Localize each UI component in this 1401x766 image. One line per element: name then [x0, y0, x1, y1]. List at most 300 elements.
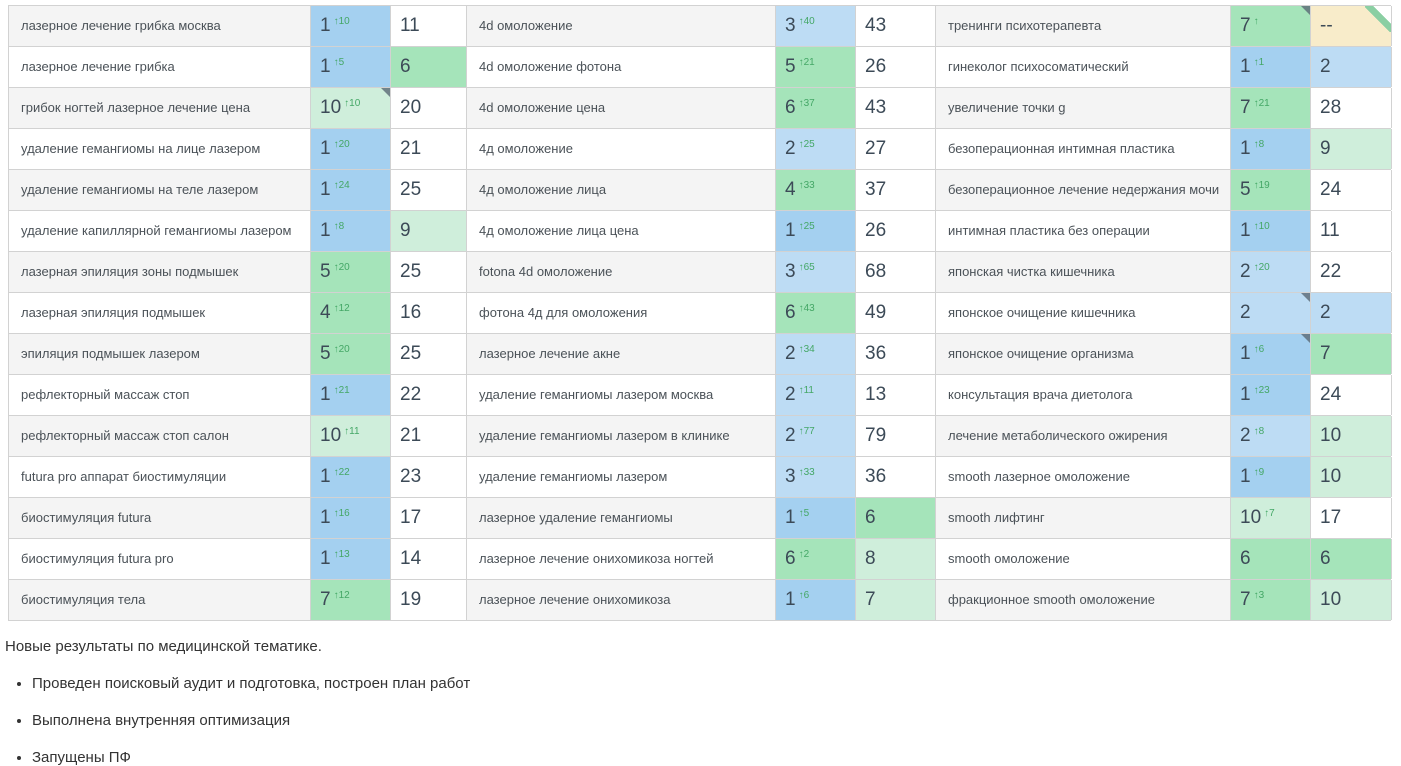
position-cell[interactable] — [776, 457, 856, 497]
keyword-cell[interactable] — [936, 539, 1231, 579]
position-cell[interactable] — [776, 375, 856, 415]
keyword-label: лазерная эпиляция зоны подмышек — [21, 263, 239, 279]
keyword-cell[interactable] — [467, 334, 776, 374]
note-corner-icon — [1301, 6, 1310, 15]
volume-cell[interactable] — [1311, 457, 1392, 497]
position-delta-up: ↑43 — [798, 302, 815, 314]
position-value: 10 — [320, 97, 342, 118]
volume-cell[interactable] — [856, 6, 936, 46]
position-delta-up: ↑19 — [1253, 179, 1270, 191]
volume-cell[interactable] — [391, 539, 467, 579]
volume-value: 11 — [1320, 220, 1340, 241]
position-cell[interactable] — [311, 416, 391, 456]
volume-cell[interactable] — [856, 252, 936, 292]
keyword-cell[interactable] — [936, 211, 1231, 251]
keyword-cell[interactable] — [467, 539, 776, 579]
keyword-label: удаление капиллярной гемангиомы лазером — [21, 222, 292, 238]
position-value: 3 — [785, 466, 796, 487]
position-cell[interactable] — [311, 580, 391, 620]
keyword-label: 4d омоложение фотона — [479, 58, 622, 74]
position-value: 2 — [785, 425, 796, 446]
table-row — [9, 416, 1391, 457]
position-value: 5 — [320, 343, 331, 364]
keyword-label: интимная пластика без операции — [948, 222, 1150, 238]
keyword-cell[interactable] — [936, 6, 1231, 46]
keyword-cell[interactable] — [9, 293, 311, 333]
volume-value: 68 — [865, 261, 887, 282]
summary-section — [5, 638, 1395, 766]
keyword-cell[interactable] — [936, 293, 1231, 333]
position-cell[interactable] — [311, 457, 391, 497]
position-cell[interactable] — [1231, 539, 1311, 579]
position-value: 1 — [785, 220, 796, 241]
keyword-label: гинеколог психосоматический — [948, 58, 1129, 74]
note-corner-icon — [1301, 334, 1310, 343]
position-value: 2 — [785, 138, 796, 159]
keyword-cell[interactable] — [936, 47, 1231, 87]
keyword-cell[interactable] — [9, 539, 311, 579]
volume-value: 17 — [1320, 507, 1342, 528]
table-row — [9, 293, 1391, 334]
position-cell[interactable] — [776, 170, 856, 210]
volume-cell[interactable] — [391, 170, 467, 210]
keyword-label: рефлекторный массаж стоп салон — [21, 427, 229, 443]
volume-value: 10 — [1320, 466, 1342, 487]
position-delta-up: ↑20 — [333, 138, 350, 150]
keyword-label: удаление гемангиомы лазером москва — [479, 386, 714, 402]
position-value: 1 — [320, 507, 331, 528]
keyword-label: удаление гемангиомы на теле лазером — [21, 181, 259, 197]
position-value: 7 — [1240, 15, 1251, 36]
volume-cell[interactable] — [856, 580, 936, 620]
position-cell[interactable] — [1231, 293, 1311, 333]
position-delta-up: ↑22 — [333, 466, 350, 478]
keyword-label: безоперационное лечение недержания мочи — [948, 181, 1220, 197]
volume-value: 25 — [400, 179, 422, 200]
summary-list — [5, 675, 1395, 766]
position-cell[interactable] — [311, 252, 391, 292]
volume-cell[interactable] — [1311, 211, 1392, 251]
keyword-cell[interactable] — [936, 252, 1231, 292]
keyword-label: удаление гемангиомы лазером — [479, 468, 668, 484]
position-cell[interactable] — [1231, 580, 1311, 620]
volume-value: 21 — [400, 425, 422, 446]
keyword-cell[interactable] — [467, 47, 776, 87]
position-delta-up: ↑ — [1253, 15, 1259, 27]
keyword-cell[interactable] — [9, 6, 311, 46]
table-row — [9, 6, 1391, 47]
volume-value: 43 — [865, 15, 887, 36]
position-delta-up: ↑3 — [1253, 589, 1265, 601]
keyword-label: smooth лазерное омоложение — [948, 468, 1130, 484]
keyword-label: биостимуляция тела — [21, 591, 146, 607]
position-delta-up: ↑9 — [1253, 466, 1265, 478]
keyword-label: 4д омоложение — [479, 140, 573, 156]
position-value: 1 — [1240, 220, 1251, 241]
keyword-label: 4д омоложение лица — [479, 181, 607, 197]
volume-value: 6 — [865, 507, 876, 528]
volume-value: 2 — [1320, 302, 1331, 323]
position-value: 2 — [785, 384, 796, 405]
keyword-label: лазерная эпиляция подмышек — [21, 304, 206, 320]
position-value: 7 — [320, 589, 331, 610]
volume-cell[interactable] — [1311, 539, 1392, 579]
volume-cell[interactable] — [391, 47, 467, 87]
volume-value: 10 — [1320, 425, 1342, 446]
position-value: 1 — [320, 179, 331, 200]
volume-cell[interactable] — [856, 170, 936, 210]
position-delta-up: ↑10 — [344, 97, 361, 109]
keyword-cell[interactable] — [936, 375, 1231, 415]
keyword-label: японская чистка кишечника — [948, 263, 1115, 279]
table-row — [9, 129, 1391, 170]
keyword-cell[interactable] — [9, 170, 311, 210]
volume-cell[interactable] — [1311, 170, 1392, 210]
position-cell[interactable] — [776, 416, 856, 456]
volume-cell[interactable] — [1311, 252, 1392, 292]
position-cell[interactable] — [1231, 416, 1311, 456]
position-value: 4 — [785, 179, 796, 200]
keyword-label: биостимуляция futura — [21, 509, 152, 525]
position-cell[interactable] — [776, 498, 856, 538]
volume-cell[interactable] — [391, 88, 467, 128]
table-row — [9, 88, 1391, 129]
position-cell[interactable] — [1231, 88, 1311, 128]
keyword-label: тренинги психотерапевта — [948, 17, 1102, 33]
keyword-cell[interactable] — [467, 580, 776, 620]
volume-value: 7 — [1320, 343, 1331, 364]
position-delta-up: ↑21 — [333, 384, 350, 396]
position-cell[interactable] — [776, 580, 856, 620]
volume-cell[interactable] — [391, 293, 467, 333]
position-value: 10 — [1240, 507, 1262, 528]
keyword-label: futura pro аппарат биостимуляции — [21, 468, 227, 484]
keyword-cell[interactable] — [9, 252, 311, 292]
volume-cell[interactable] — [856, 211, 936, 251]
position-cell[interactable] — [1231, 457, 1311, 497]
position-value: 5 — [320, 261, 331, 282]
position-cell[interactable] — [776, 334, 856, 374]
keyword-cell[interactable] — [936, 334, 1231, 374]
volume-value: 25 — [400, 343, 422, 364]
keyword-cell[interactable] — [467, 6, 776, 46]
position-cell[interactable] — [311, 293, 391, 333]
volume-value: 11 — [400, 15, 420, 36]
volume-cell[interactable] — [856, 47, 936, 87]
position-cell[interactable] — [1231, 6, 1311, 46]
volume-value: 8 — [865, 548, 876, 569]
keyword-label: 4d омоложение цена — [479, 99, 606, 115]
position-value: 5 — [1240, 179, 1251, 200]
volume-cell[interactable] — [1311, 47, 1392, 87]
position-cell[interactable] — [776, 252, 856, 292]
position-value: 6 — [785, 548, 796, 569]
position-cell[interactable] — [776, 47, 856, 87]
position-value: 3 — [785, 261, 796, 282]
position-value: 1 — [1240, 56, 1251, 77]
position-delta-up: ↑11 — [798, 384, 814, 396]
keyword-cell[interactable] — [467, 457, 776, 497]
keyword-label: японское очищение кишечника — [948, 304, 1136, 320]
volume-cell[interactable] — [1311, 498, 1392, 538]
volume-value: 26 — [865, 220, 887, 241]
keyword-cell[interactable] — [9, 129, 311, 169]
keyword-cell[interactable] — [9, 416, 311, 456]
position-cell[interactable] — [1231, 211, 1311, 251]
volume-value: 22 — [400, 384, 422, 405]
volume-value: 26 — [865, 56, 887, 77]
keyword-cell[interactable] — [9, 375, 311, 415]
position-value: 1 — [320, 56, 331, 77]
position-delta-up: ↑10 — [1253, 220, 1270, 232]
position-value: 5 — [785, 56, 796, 77]
keyword-cell[interactable] — [9, 580, 311, 620]
keyword-cell[interactable] — [936, 170, 1231, 210]
keyword-label: удаление гемангиомы лазером в клинике — [479, 427, 730, 443]
keyword-label: удаление гемангиомы на лице лазером — [21, 140, 261, 156]
position-cell[interactable] — [776, 211, 856, 251]
volume-value: 7 — [865, 589, 876, 610]
keyword-cell[interactable] — [467, 293, 776, 333]
position-value: 7 — [1240, 97, 1251, 118]
keyword-cell[interactable] — [936, 416, 1231, 456]
volume-cell[interactable] — [856, 539, 936, 579]
volume-cell[interactable] — [391, 457, 467, 497]
volume-cell[interactable] — [1311, 6, 1392, 46]
keyword-label: 4д омоложение лица цена — [479, 222, 639, 238]
position-cell[interactable] — [776, 88, 856, 128]
position-cell[interactable] — [311, 47, 391, 87]
volume-value: 13 — [865, 384, 887, 405]
volume-cell[interactable] — [856, 129, 936, 169]
position-cell[interactable] — [1231, 334, 1311, 374]
volume-value: 9 — [400, 220, 411, 241]
keyword-label: лазерное лечение акне — [479, 345, 621, 361]
keyword-label: консультация врача диетолога — [948, 386, 1133, 402]
keyword-cell[interactable] — [936, 457, 1231, 497]
position-value: 6 — [785, 302, 796, 323]
position-value: 4 — [320, 302, 331, 323]
position-cell[interactable] — [311, 170, 391, 210]
position-cell[interactable] — [776, 6, 856, 46]
volume-cell[interactable] — [1311, 375, 1392, 415]
volume-value: 36 — [865, 466, 887, 487]
volume-cell[interactable] — [391, 580, 467, 620]
keyword-cell[interactable] — [9, 211, 311, 251]
position-cell[interactable] — [311, 211, 391, 251]
position-cell[interactable] — [776, 539, 856, 579]
position-value: 2 — [785, 343, 796, 364]
position-value: 1 — [1240, 466, 1251, 487]
position-delta-up: ↑37 — [798, 97, 815, 109]
volume-cell[interactable] — [391, 129, 467, 169]
volume-cell[interactable] — [391, 416, 467, 456]
volume-cell[interactable] — [1311, 416, 1392, 456]
position-delta-up: ↑65 — [798, 261, 815, 273]
volume-cell[interactable] — [1311, 88, 1392, 128]
keyword-label: лазерное лечение онихомикоза — [479, 591, 671, 607]
keyword-cell[interactable] — [9, 457, 311, 497]
position-cell[interactable] — [1231, 375, 1311, 415]
position-delta-up: ↑23 — [1253, 384, 1270, 396]
position-delta-up: ↑5 — [798, 507, 810, 519]
volume-cell[interactable] — [856, 457, 936, 497]
rank-table — [8, 5, 1391, 621]
volume-cell[interactable] — [1311, 334, 1392, 374]
position-delta-up: ↑8 — [333, 220, 345, 232]
position-delta-up: ↑25 — [798, 138, 815, 150]
keyword-cell[interactable] — [9, 88, 311, 128]
position-cell[interactable] — [311, 498, 391, 538]
volume-value: 16 — [400, 302, 422, 323]
keyword-label: fotona 4d омоложение — [479, 263, 613, 279]
position-cell[interactable] — [311, 334, 391, 374]
position-value: 10 — [320, 425, 342, 446]
volume-cell[interactable] — [856, 416, 936, 456]
keyword-label: smooth омоложение — [948, 550, 1070, 566]
volume-cell[interactable] — [391, 211, 467, 251]
position-value: 1 — [320, 15, 331, 36]
keyword-cell[interactable] — [9, 498, 311, 538]
keyword-cell[interactable] — [9, 47, 311, 87]
volume-value: 43 — [865, 97, 887, 118]
position-value: 2 — [1240, 302, 1251, 323]
volume-value: 37 — [865, 179, 887, 200]
keyword-cell[interactable] — [467, 498, 776, 538]
volume-cell[interactable] — [856, 334, 936, 374]
volume-cell[interactable] — [856, 498, 936, 538]
position-cell[interactable] — [311, 6, 391, 46]
note-corner-icon — [381, 88, 390, 97]
position-value: 1 — [1240, 384, 1251, 405]
volume-value: 22 — [1320, 261, 1342, 282]
table-row — [9, 252, 1391, 293]
position-delta-up: ↑7 — [1264, 507, 1275, 519]
keyword-cell[interactable] — [936, 580, 1231, 620]
position-cell[interactable] — [311, 129, 391, 169]
summary-bullet: • Проведен поисковый аудит и подготовка, построен план работ — [32, 675, 1395, 692]
keyword-label: фракционное smooth омоложение — [948, 591, 1155, 607]
keyword-label: лазерное лечение онихомикоза ногтей — [479, 550, 714, 566]
position-cell[interactable] — [311, 375, 391, 415]
table-row — [9, 334, 1391, 375]
volume-cell[interactable] — [1311, 129, 1392, 169]
keyword-cell[interactable] — [467, 416, 776, 456]
position-cell[interactable] — [1231, 129, 1311, 169]
volume-value: 14 — [400, 548, 422, 569]
position-cell[interactable] — [1231, 498, 1311, 538]
position-delta-up: ↑40 — [798, 15, 815, 27]
volume-value: 23 — [400, 466, 422, 487]
summary-bullet: • Запущены ПФ — [32, 749, 1395, 766]
keyword-label: лазерное лечение грибка москва — [21, 17, 221, 33]
position-cell[interactable] — [776, 293, 856, 333]
volume-value: -- — [1320, 15, 1333, 36]
position-cell[interactable] — [311, 539, 391, 579]
keyword-label: smooth лифтинг — [948, 509, 1045, 525]
position-delta-up: ↑11 — [344, 425, 360, 437]
volume-value: 10 — [1320, 589, 1342, 610]
keyword-cell[interactable] — [467, 211, 776, 251]
volume-cell[interactable] — [391, 375, 467, 415]
volume-cell[interactable] — [856, 375, 936, 415]
position-delta-up: ↑8 — [1253, 425, 1265, 437]
volume-cell[interactable] — [856, 88, 936, 128]
position-delta-up: ↑2 — [798, 548, 810, 560]
volume-value: 27 — [865, 138, 887, 159]
volume-cell[interactable] — [391, 498, 467, 538]
volume-cell[interactable] — [391, 6, 467, 46]
keyword-cell[interactable] — [936, 88, 1231, 128]
position-cell[interactable] — [1231, 170, 1311, 210]
position-delta-up: ↑20 — [333, 261, 350, 273]
volume-cell[interactable] — [1311, 580, 1392, 620]
position-delta-up: ↑20 — [333, 343, 350, 355]
keyword-label: увеличение точки g — [948, 99, 1066, 115]
position-value: 6 — [785, 97, 796, 118]
position-value: 1 — [785, 589, 796, 610]
keyword-label: рефлекторный массаж стоп — [21, 386, 190, 402]
position-delta-up: ↑34 — [798, 343, 815, 355]
summary-bullet: • Выполнена внутренняя оптимизация — [32, 712, 1395, 729]
position-cell[interactable] — [1231, 252, 1311, 292]
position-delta-up: ↑13 — [333, 548, 350, 560]
position-cell[interactable] — [311, 88, 391, 128]
keyword-cell[interactable] — [467, 252, 776, 292]
volume-value: 9 — [1320, 138, 1331, 159]
keyword-cell[interactable] — [9, 334, 311, 374]
volume-value: 2 — [1320, 56, 1331, 77]
keyword-label: грибок ногтей лазерное лечение цена — [21, 99, 251, 115]
position-delta-up: ↑33 — [798, 466, 815, 478]
position-value: 1 — [320, 548, 331, 569]
position-value: 7 — [1240, 589, 1251, 610]
position-delta-up: ↑16 — [333, 507, 350, 519]
keyword-cell[interactable] — [467, 170, 776, 210]
position-delta-up: ↑10 — [333, 15, 350, 27]
table-row — [9, 170, 1391, 211]
volume-value: 24 — [1320, 384, 1342, 405]
keyword-cell[interactable] — [467, 375, 776, 415]
volume-value: 20 — [400, 97, 422, 118]
keyword-cell[interactable] — [467, 88, 776, 128]
keyword-cell[interactable] — [936, 498, 1231, 538]
volume-cell[interactable] — [391, 334, 467, 374]
volume-cell[interactable] — [856, 293, 936, 333]
position-cell[interactable] — [776, 129, 856, 169]
position-delta-up: ↑6 — [1253, 343, 1265, 355]
keyword-label: биостимуляция futura pro — [21, 550, 174, 566]
position-delta-up: ↑24 — [333, 179, 350, 191]
position-delta-up: ↑77 — [798, 425, 815, 437]
volume-value: 49 — [865, 302, 887, 323]
volume-cell[interactable] — [1311, 293, 1392, 333]
position-delta-up: ↑8 — [1253, 138, 1265, 150]
volume-value: 36 — [865, 343, 887, 364]
keyword-label: лечение метаболического ожирения — [948, 427, 1168, 443]
table-row — [9, 539, 1391, 580]
volume-cell[interactable] — [391, 252, 467, 292]
keyword-cell[interactable] — [467, 129, 776, 169]
position-value: 6 — [1240, 548, 1251, 569]
keyword-cell[interactable] — [936, 129, 1231, 169]
position-delta-up: ↑1 — [1253, 56, 1265, 68]
volume-value: 6 — [1320, 548, 1331, 569]
position-cell[interactable] — [1231, 47, 1311, 87]
position-delta-up: ↑12 — [333, 589, 350, 601]
position-value: 1 — [320, 466, 331, 487]
position-value: 1 — [1240, 138, 1251, 159]
